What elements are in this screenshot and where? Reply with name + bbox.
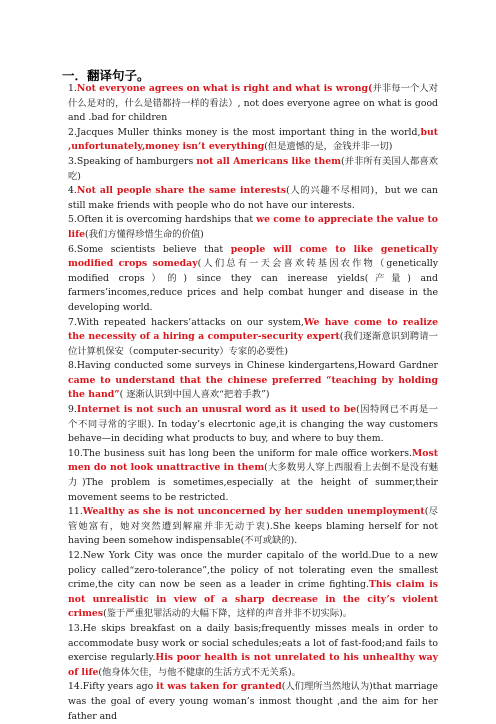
sentence-list xyxy=(68,82,438,724)
highlighted-phrase: came to understand that the chinese preferred “teaching by holding the hand” xyxy=(68,374,438,401)
sentence-text: The business suit has long been the uniform for male office workers. xyxy=(82,447,412,459)
sentence-number: 8. xyxy=(68,360,77,372)
sentence-text: New York City was once the murder capitalo of the world.Due to a new policy called“zero-tolerance”,the policy of not tolerating even the smallest crime,the city can now be seen as a leader in crime fighting. xyxy=(68,550,438,591)
sentence-number: 5. xyxy=(68,214,77,226)
sentence-number: 14. xyxy=(68,681,83,693)
sentence-number: 4. xyxy=(68,185,77,197)
sentence-item xyxy=(68,403,438,447)
sentence-number: 9. xyxy=(68,404,77,416)
sentence-text: (人们总有一天会喜欢转基因农作物（genetically modified crops）的) since they can inerease yields(产量) and farmers’incomes,reduce prices and help combat hunger and disease in the developing world. xyxy=(68,258,438,313)
highlighted-phrase: His poor health is not unrelated to his unhealthy way of life xyxy=(68,652,438,678)
sentence-text: (他身体欠佳，与他不健康的生活方式不无关系)。 xyxy=(98,666,301,678)
sentence-text: (人的兴趣不尽相同)，but we can still make friends with people who do not have our interests. xyxy=(68,185,438,211)
highlighted-phrase: We have come to realize the necessity of a hiring a computer-security expert xyxy=(68,316,438,343)
highlighted-phrase: Not everyone agrees on what is right and what is wrong( xyxy=(76,83,373,94)
sentence-text: (但是遗憾的是，金钱并非一切) xyxy=(264,141,393,153)
sentence-text: Fifty years ago xyxy=(82,681,157,693)
sentence-text: (大多数男人穿上西服看上去倒不是没有魅力)The problem is sometimes,especially at the height of summer,their movement seems to be restricted. xyxy=(68,462,438,503)
sentence-text: (尽管她富有，她对突然遭到解雇并非无动于衷).She keeps blaming herself for not having been somehow indispensable(不可或缺的). xyxy=(68,506,438,547)
sentence-item xyxy=(68,213,438,242)
sentence-text: (我们方懂得珍惜生命的价值) xyxy=(84,228,204,240)
highlighted-phrase: Not all people share the same interests xyxy=(76,185,287,197)
highlighted-phrase: not all Americans like them xyxy=(196,155,341,167)
sentence-item xyxy=(68,82,438,126)
sentence-text: (我们逐渐意识到聘请一位计算机保安（computer-security）专家的必要性) xyxy=(68,331,438,357)
sentence-item xyxy=(68,359,438,403)
highlighted-phrase: we come to appreciate the value to life xyxy=(68,214,438,240)
highlighted-phrase: Wealthy as she is not unconcerned by her sudden unemployment xyxy=(82,506,425,518)
sentence-number: 12. xyxy=(68,550,83,561)
sentence-text: ( 逐渐认识到中国人喜欢“把着手教”) xyxy=(119,389,270,401)
sentence-number: 7. xyxy=(68,316,77,328)
sentence-item xyxy=(68,622,438,680)
sentence-number: 2. xyxy=(68,126,77,138)
highlighted-phrase: This claim is not unrealistic in view of a sharp decrease in the city’s violent crimes xyxy=(68,579,438,620)
sentence-number: 13. xyxy=(68,622,83,634)
highlighted-phrase: Most men do not look unattractive in them xyxy=(68,447,438,474)
sentence-item xyxy=(68,680,438,724)
highlighted-phrase: but ,unfortunately,money isn’t everything xyxy=(68,126,438,153)
sentence-text: Speaking of hamburgers xyxy=(76,155,197,167)
sentence-text: (鉴于严重犯罪活动的大幅下降，这样的声音并非不切实际)。 xyxy=(103,608,353,620)
sentence-text: Jacques Muller thinks money is the most important thing in the world, xyxy=(76,126,421,138)
sentence-text: Some scientists believe that xyxy=(76,243,231,255)
sentence-item xyxy=(68,447,438,505)
sentence-item xyxy=(68,184,438,213)
sentence-text: (并非所有美国人都喜欢吃) xyxy=(68,155,438,182)
sentence-item xyxy=(68,126,438,155)
sentence-item xyxy=(68,549,438,622)
sentence-number: 3. xyxy=(68,155,77,167)
sentence-number: 1. xyxy=(68,83,77,94)
sentence-text: He skips breakfast on a daily basis;frequently misses meals in order to accommodate busy work or social schedules;eats a lot of fast-food;and fails to exercise regularly. xyxy=(68,622,438,664)
sentence-text: Having conducted some surveys in Chinese kindergartens,Howard Gardner xyxy=(76,360,438,372)
sentence-item xyxy=(68,155,438,184)
sentence-item xyxy=(68,505,438,549)
sentence-item xyxy=(68,243,438,316)
sentence-item xyxy=(68,316,438,360)
highlighted-phrase: people will come to like genetically modified crops someday xyxy=(68,243,438,270)
sentence-text: (因特网已不再是一个不同寻常的字眼). In today’s elecrtonic age,it is changing the way customers behave—in deciding what products to buy, and where to buy them. xyxy=(68,404,438,445)
sentence-text: 并非每一个人对什么是对的，什么是错都持一样的看法）, not does everyone agree on what is good and .bad for children xyxy=(68,83,438,124)
sentence-number: 6. xyxy=(68,243,77,255)
sentence-text: (人们理所当然地认为)that marriage was the goal of every young woman’s inmost thought ,and the aim for her father and xyxy=(68,681,438,722)
sentence-text: With repeated hackers’attacks on our system, xyxy=(76,316,304,328)
sentence-number: 11. xyxy=(68,506,83,518)
highlighted-phrase: it was taken for granted xyxy=(156,681,282,693)
section-heading: 一．翻译句子。 xyxy=(62,68,150,83)
sentence-text: Often it is overcoming hardships that xyxy=(76,214,257,226)
sentence-number: 10. xyxy=(68,447,83,459)
highlighted-phrase: Internet is not such an unusral word as it used to be xyxy=(76,404,357,416)
